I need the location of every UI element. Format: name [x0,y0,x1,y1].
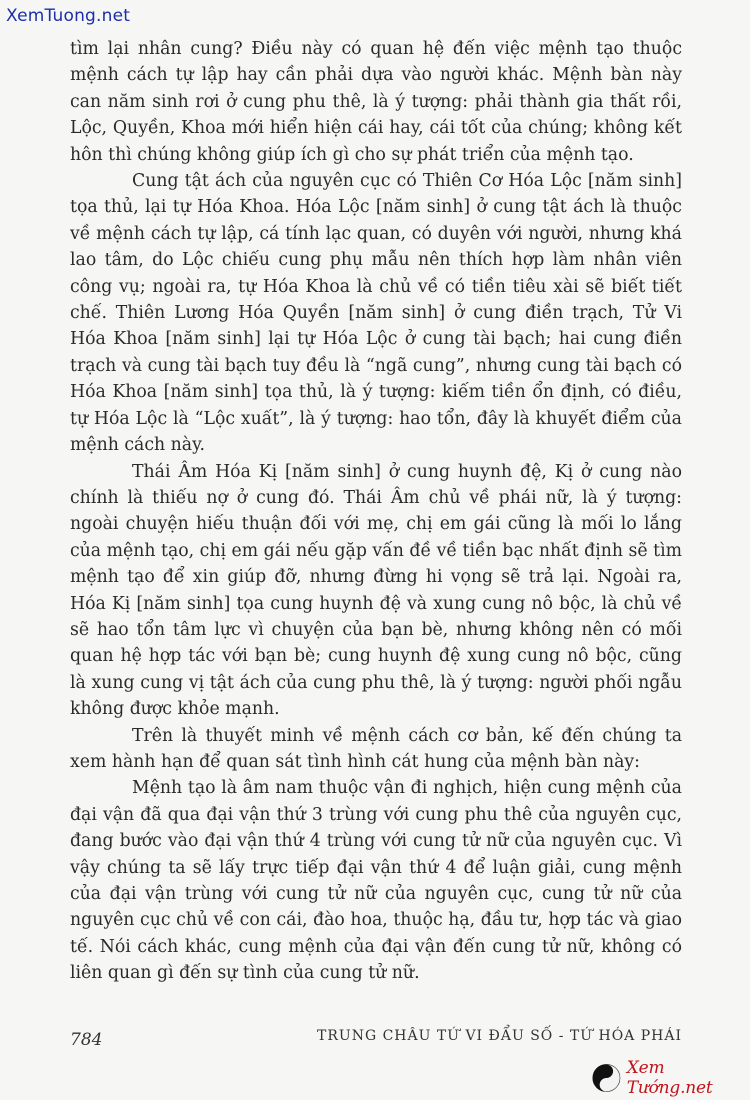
logo-text: Xem Tướng.net [626,1058,713,1098]
page-body [70,36,682,987]
site-logo [592,1058,750,1098]
book-title: TRUNG CHÂU TỨ VI ĐẨU SỐ - TỨ HÓA PHÁI [317,1028,682,1044]
site-watermark: XemTuong.net [6,6,131,26]
paragraph-4: Trên là thuyết minh về mệnh cách cơ bản, kế đến chúng ta xem hành hạn để quan sát tình hình cát hung của mệnh bàn này: [70,725,682,772]
yin-yang-icon [592,1063,621,1093]
paragraph-1: tìm lại nhân cung? Điều này có quan hệ đến việc mệnh tạo thuộc mệnh cách tự lập hay cần phải dựa vào người khác. Mệnh bàn này can năm sinh rơi ở cung phu thê, là ý tượng: phải thành gia thất rồi, Lộc, Quyền, Khoa mới hiển hiện cái hay, cái tốt của chúng; không kết hôn thì chúng không giúp ích gì cho sự phát triển của mệnh tạo. [70,39,682,165]
paragraph-5: Mệnh tạo là âm nam thuộc vận đi nghịch, hiện cung mệnh của đại vận đã qua đại vận thứ 3 trùng với cung phu thê của nguyên cục, đang bước vào đại vận thứ 4 trùng với cung tử nữ của nguyên cục. Vì vậy chúng ta sẽ lấy trực tiếp đại vận thứ 4 để luận giải, cung mệnh của đại vận trùng với cung tử nữ của nguyên cục, cung tử nữ của nguyên cục chủ về con cái, đào hoa, thuộc hạ, đầu tư, hợp tác và giao tế. Nói cách khác, cung mệnh của đại vận đến cung tử nữ, không có liên quan gì đến sự tình của cung tử nữ. [70,778,682,984]
paragraph-2: Cung tật ách của nguyên cục có Thiên Cơ Hóa Lộc [năm sinh] tọa thủ, lại tự Hóa Khoa. Hóa Lộc [năm sinh] ở cung tật ách là thuộc về mệnh cách tự lập, cá tính lạc quan, có duyên với người, nhưng khá lao tâm, do Lộc chiếu cung phụ mẫu nên thích hợp làm nhân viên công vụ; ngoài ra, tự Hóa Khoa là chủ về có tiền tiêu xài sẽ biết tiết chế. Thiên Lương Hóa Quyền [năm sinh] ở cung điền trạch, Tử Vi Hóa Khoa [năm sinh] lại tự Hóa Lộc ở cung tài bạch; hai cung điền trạch và cung tài bạch tuy đều là “ngã cung”, nhưng cung tài bạch có Hóa Khoa [năm sinh] tọa thủ, là ý tượng: kiếm tiền ổn định, có điều, tự Hóa Lộc là “Lộc xuất”, là ý tượng: hao tổn, đây là khuyết điểm của mệnh cách này. [70,171,682,456]
paragraph-3: Thái Âm Hóa Kị [năm sinh] ở cung huynh đệ, Kị ở cung nào chính là thiếu nợ ở cung đó. Thái Âm chủ về phái nữ, là ý tượng: ngoài chuyện hiếu thuận đối với mẹ, chị em gái cũng là mối lo lắng của mệnh tạo, chị em gái nếu gặp vấn đề về tiền bạc nhất định sẽ tìm mệnh tạo để xin giúp đỡ, nhưng đừng hi vọng sẽ trả lại. Ngoài ra, Hóa Kị [năm sinh] tọa cung huynh đệ và xung cung nô bộc, là chủ về sẽ hao tổn tâm lực vì chuyện của bạn bè, nhưng không nên có mối quan hệ hợp tác với bạn bè; cung huynh đệ xung cung nô bộc, cũng là xung cung vị tật ách của cung phu thê, là ý tượng: người phối ngẫu không được khỏe mạnh. [70,461,682,720]
page-number: 784 [70,1030,103,1050]
